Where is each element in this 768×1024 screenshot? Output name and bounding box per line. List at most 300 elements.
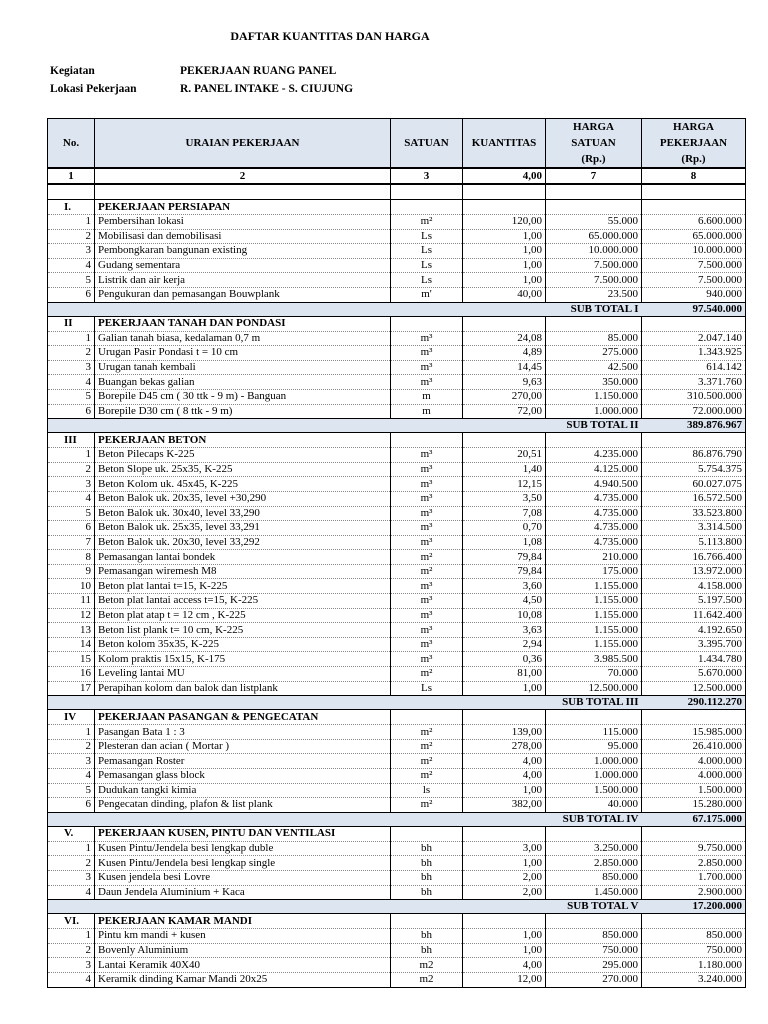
table-row	[48, 856, 746, 871]
empty-cell	[546, 433, 642, 448]
item-number: 4	[48, 769, 95, 784]
item-unit-price: 7.500.000	[546, 258, 642, 273]
item-number: 1	[48, 448, 95, 463]
item-total-price: 4.158.000	[642, 579, 746, 594]
table-row	[48, 798, 746, 813]
table-row	[48, 521, 746, 536]
empty-cell	[391, 710, 463, 725]
item-description: Beton list plank t= 10 cm, K-225	[95, 623, 391, 638]
empty-cell	[546, 316, 642, 331]
empty-cell	[546, 914, 642, 929]
header-harga-pekerjaan	[642, 119, 746, 169]
table-row	[48, 215, 746, 230]
column-number: 2	[95, 168, 391, 184]
table-row	[48, 273, 746, 288]
item-unit-price: 350.000	[546, 375, 642, 390]
item-total-price: 2.047.140	[642, 331, 746, 346]
item-unit: m	[391, 404, 463, 419]
table-row	[48, 972, 746, 987]
item-total-price: 3.395.700	[642, 637, 746, 652]
item-number: 4	[48, 491, 95, 506]
item-unit: m³	[391, 521, 463, 536]
table-row	[48, 754, 746, 769]
empty-cell	[463, 200, 546, 215]
item-total-price: 13.972.000	[642, 564, 746, 579]
column-number: 1	[48, 168, 95, 184]
item-description: Beton plat atap t = 12 cm , K-225	[95, 608, 391, 623]
table-row	[48, 725, 746, 740]
table-row	[48, 389, 746, 404]
item-total-price: 5.197.500	[642, 594, 746, 609]
header-satuan: SATUAN	[391, 119, 463, 169]
item-description: Pemasangan glass block	[95, 769, 391, 784]
table-row	[48, 448, 746, 463]
item-number: 10	[48, 579, 95, 594]
item-number: 5	[48, 783, 95, 798]
table-row	[48, 841, 746, 856]
item-unit-price: 1.450.000	[546, 885, 642, 900]
item-quantity: 72,00	[463, 404, 546, 419]
item-quantity: 1,00	[463, 273, 546, 288]
item-quantity: 4,00	[463, 754, 546, 769]
item-unit: Ls	[391, 273, 463, 288]
table-row	[48, 769, 746, 784]
item-unit: m²	[391, 769, 463, 784]
section-header-row	[48, 914, 746, 929]
item-unit: m³	[391, 491, 463, 506]
empty-cell	[391, 200, 463, 215]
item-quantity: 3,00	[463, 841, 546, 856]
item-quantity: 4,00	[463, 769, 546, 784]
item-unit: Ls	[391, 244, 463, 259]
table-row	[48, 287, 746, 302]
item-description: Pembongkaran bangunan existing	[95, 244, 391, 259]
item-quantity: 1,00	[463, 943, 546, 958]
item-number: 16	[48, 667, 95, 682]
item-quantity: 4,00	[463, 958, 546, 973]
item-unit: m³	[391, 579, 463, 594]
item-total-price: 4.192.650	[642, 623, 746, 638]
item-number: 3	[48, 958, 95, 973]
item-description: Plesteran dan acian ( Mortar )	[95, 739, 391, 754]
item-description: Urugan Pasir Pondasi t = 10 cm	[95, 346, 391, 361]
item-unit: bh	[391, 929, 463, 944]
item-quantity: 139,00	[463, 725, 546, 740]
item-total-price: 1.500.000	[642, 783, 746, 798]
item-quantity: 1,00	[463, 856, 546, 871]
item-unit-price: 23.500	[546, 287, 642, 302]
item-quantity: 4,89	[463, 346, 546, 361]
item-unit: m'	[391, 287, 463, 302]
item-unit-price: 1.150.000	[546, 389, 642, 404]
header-no: No.	[48, 119, 95, 169]
item-unit: m³	[391, 535, 463, 550]
item-quantity: 12,00	[463, 972, 546, 987]
item-quantity: 7,08	[463, 506, 546, 521]
section-title: PEKERJAAN KAMAR MANDI	[95, 914, 391, 929]
item-number: 4	[48, 972, 95, 987]
table-row	[48, 550, 746, 565]
table-row	[48, 929, 746, 944]
item-unit: m³	[391, 375, 463, 390]
empty-cell	[463, 710, 546, 725]
item-unit: m³	[391, 506, 463, 521]
table-row	[48, 462, 746, 477]
item-unit-price: 3.250.000	[546, 841, 642, 856]
item-unit: ls	[391, 783, 463, 798]
item-quantity: 120,00	[463, 215, 546, 230]
item-unit: m²	[391, 564, 463, 579]
item-total-price: 1.180.000	[642, 958, 746, 973]
empty-cell	[642, 914, 746, 929]
item-description: Listrik dan air kerja	[95, 273, 391, 288]
table-row	[48, 331, 746, 346]
item-description: Kolom praktis 15x15, K-175	[95, 652, 391, 667]
empty-cell	[95, 184, 391, 200]
item-unit: m³	[391, 477, 463, 492]
header-kuantitas: KUANTITAS	[463, 119, 546, 169]
empty-cell	[463, 184, 546, 200]
item-unit-price: 55.000	[546, 215, 642, 230]
item-description: Dudukan tangki kimia	[95, 783, 391, 798]
item-total-price: 10.000.000	[642, 244, 746, 259]
item-quantity: 12,15	[463, 477, 546, 492]
item-unit: m	[391, 389, 463, 404]
section-title: PEKERJAAN TANAH DAN PONDASI	[95, 316, 391, 331]
column-number: 8	[642, 168, 746, 184]
item-description: Borepile D45 cm ( 30 ttk - 9 m) - Banguan	[95, 389, 391, 404]
item-number: 13	[48, 623, 95, 638]
item-unit-price: 1.000.000	[546, 404, 642, 419]
item-unit-price: 275.000	[546, 346, 642, 361]
item-description: Pasangan Bata 1 : 3	[95, 725, 391, 740]
header-harga-satuan-line: HARGA	[573, 121, 614, 133]
item-number: 1	[48, 215, 95, 230]
table-row	[48, 885, 746, 900]
table-row	[48, 681, 746, 696]
table-row	[48, 667, 746, 682]
item-description: Beton Pilecaps K-225	[95, 448, 391, 463]
item-quantity: 2,94	[463, 637, 546, 652]
item-total-price: 65.000.000	[642, 229, 746, 244]
item-quantity: 2,00	[463, 870, 546, 885]
item-description: Buangan bekas galian	[95, 375, 391, 390]
item-quantity: 79,84	[463, 564, 546, 579]
section-header-row	[48, 710, 746, 725]
empty-cell	[391, 826, 463, 841]
section-number: I.	[48, 200, 95, 215]
item-unit-price: 4.735.000	[546, 535, 642, 550]
item-description: Kusen Pintu/Jendela besi lengkap single	[95, 856, 391, 871]
item-unit-price: 4.735.000	[546, 506, 642, 521]
item-unit-price: 1.000.000	[546, 754, 642, 769]
item-quantity: 0,70	[463, 521, 546, 536]
item-total-price: 5.754.375	[642, 462, 746, 477]
section-number: III	[48, 433, 95, 448]
item-total-price: 16.766.400	[642, 550, 746, 565]
section-number: IV	[48, 710, 95, 725]
empty-cell	[463, 914, 546, 929]
subtotal-row	[48, 419, 746, 433]
item-number: 3	[48, 477, 95, 492]
item-number: 1	[48, 331, 95, 346]
item-quantity: 4,50	[463, 594, 546, 609]
section-title: PEKERJAAN BETON	[95, 433, 391, 448]
item-number: 17	[48, 681, 95, 696]
table-row	[48, 346, 746, 361]
item-quantity: 270,00	[463, 389, 546, 404]
subtotal-row	[48, 302, 746, 316]
empty-cell	[642, 433, 746, 448]
item-unit-price: 1.155.000	[546, 594, 642, 609]
table-row	[48, 958, 746, 973]
item-unit: m³	[391, 637, 463, 652]
item-unit: m²	[391, 667, 463, 682]
item-unit-price: 270.000	[546, 972, 642, 987]
item-unit-price: 4.940.500	[546, 477, 642, 492]
item-unit-price: 1.155.000	[546, 637, 642, 652]
header-harga-satuan-line: (Rp.)	[581, 153, 606, 165]
item-description: Mobilisasi dan demobilisasi	[95, 229, 391, 244]
item-quantity: 278,00	[463, 739, 546, 754]
item-unit-price: 95.000	[546, 739, 642, 754]
item-total-price: 3.314.500	[642, 521, 746, 536]
item-number: 2	[48, 346, 95, 361]
item-quantity: 81,00	[463, 667, 546, 682]
item-unit-price: 1.000.000	[546, 769, 642, 784]
item-unit: m³	[391, 346, 463, 361]
item-number: 3	[48, 360, 95, 375]
column-number-row	[48, 168, 746, 184]
item-number: 2	[48, 739, 95, 754]
item-number: 5	[48, 273, 95, 288]
item-unit-price: 115.000	[546, 725, 642, 740]
item-total-price: 310.500.000	[642, 389, 746, 404]
table-row	[48, 637, 746, 652]
item-total-price: 9.750.000	[642, 841, 746, 856]
item-number: 12	[48, 608, 95, 623]
item-description: Pintu km mandi + kusen	[95, 929, 391, 944]
item-description: Galian tanah biasa, kedalaman 0,7 m	[95, 331, 391, 346]
empty-cell	[463, 433, 546, 448]
item-description: Pemasangan wiremesh M8	[95, 564, 391, 579]
item-quantity: 382,00	[463, 798, 546, 813]
item-unit-price: 65.000.000	[546, 229, 642, 244]
item-unit-price: 40.000	[546, 798, 642, 813]
item-description: Pengecatan dinding, plafon & list plank	[95, 798, 391, 813]
item-unit-price: 1.155.000	[546, 608, 642, 623]
item-unit-price: 1.155.000	[546, 623, 642, 638]
item-total-price: 2.850.000	[642, 856, 746, 871]
item-unit-price: 4.125.000	[546, 462, 642, 477]
section-title: PEKERJAAN KUSEN, PINTU DAN VENTILASI	[95, 826, 391, 841]
item-description: Beton Kolom uk. 45x45, K-225	[95, 477, 391, 492]
section-header-row	[48, 826, 746, 841]
item-description: Pemasangan lantai bondek	[95, 550, 391, 565]
item-unit-price: 3.985.500	[546, 652, 642, 667]
item-unit: m2	[391, 958, 463, 973]
item-number: 9	[48, 564, 95, 579]
lokasi-label: Lokasi Pekerjaan	[50, 83, 137, 95]
item-unit: m²	[391, 215, 463, 230]
section-number: V.	[48, 826, 95, 841]
empty-cell	[642, 316, 746, 331]
table-row	[48, 652, 746, 667]
empty-cell	[391, 433, 463, 448]
item-unit: m³	[391, 594, 463, 609]
item-unit: m²	[391, 725, 463, 740]
item-unit-price: 70.000	[546, 667, 642, 682]
item-description: Gudang sementara	[95, 258, 391, 273]
item-unit-price: 4.235.000	[546, 448, 642, 463]
table-row	[48, 564, 746, 579]
item-unit-price: 12.500.000	[546, 681, 642, 696]
item-unit: bh	[391, 943, 463, 958]
item-unit: bh	[391, 870, 463, 885]
item-unit-price: 850.000	[546, 929, 642, 944]
empty-cell	[391, 914, 463, 929]
item-unit: m³	[391, 652, 463, 667]
header-harga-satuan-line: SATUAN	[571, 137, 616, 149]
item-total-price: 12.500.000	[642, 681, 746, 696]
item-description: Beton plat lantai t=15, K-225	[95, 579, 391, 594]
item-quantity: 20,51	[463, 448, 546, 463]
empty-cell	[642, 184, 746, 200]
item-description: Beton Balok uk. 20x35, level +30,290	[95, 491, 391, 506]
lokasi-row	[50, 83, 353, 95]
section-number: VI.	[48, 914, 95, 929]
item-number: 5	[48, 389, 95, 404]
item-total-price: 1.434.780	[642, 652, 746, 667]
item-unit-price: 85.000	[546, 331, 642, 346]
item-total-price: 1.700.000	[642, 870, 746, 885]
item-unit-price: 4.735.000	[546, 521, 642, 536]
item-quantity: 1,00	[463, 783, 546, 798]
item-number: 3	[48, 244, 95, 259]
item-quantity: 24,08	[463, 331, 546, 346]
item-unit-price: 4.735.000	[546, 491, 642, 506]
item-quantity: 3,63	[463, 623, 546, 638]
item-unit: m³	[391, 331, 463, 346]
table-row	[48, 404, 746, 419]
subtotal-label: SUB TOTAL II	[48, 419, 642, 433]
item-unit-price: 295.000	[546, 958, 642, 973]
item-number: 8	[48, 550, 95, 565]
item-total-price: 614.142	[642, 360, 746, 375]
table-row	[48, 943, 746, 958]
item-description: Beton plat lantai access t=15, K-225	[95, 594, 391, 609]
item-quantity: 9,63	[463, 375, 546, 390]
item-total-price: 5.670.000	[642, 667, 746, 682]
table-row	[48, 258, 746, 273]
item-description: Perapihan kolom dan balok dan listplank	[95, 681, 391, 696]
subtotal-row	[48, 900, 746, 914]
item-total-price: 7.500.000	[642, 273, 746, 288]
section-number: II	[48, 316, 95, 331]
kegiatan-value: PEKERJAAN RUANG PANEL	[180, 65, 337, 77]
table-row	[48, 739, 746, 754]
item-total-price: 3.240.000	[642, 972, 746, 987]
empty-cell	[642, 826, 746, 841]
item-description: Lantai Keramik 40X40	[95, 958, 391, 973]
item-total-price: 26.410.000	[642, 739, 746, 754]
subtotal-value: 17.200.000	[642, 900, 746, 914]
table-row	[48, 783, 746, 798]
item-total-price: 15.985.000	[642, 725, 746, 740]
item-unit: Ls	[391, 258, 463, 273]
section-header-row	[48, 200, 746, 215]
item-unit: bh	[391, 856, 463, 871]
item-unit: Ls	[391, 681, 463, 696]
item-quantity: 14,45	[463, 360, 546, 375]
section-header-row	[48, 316, 746, 331]
item-number: 4	[48, 258, 95, 273]
item-unit: Ls	[391, 229, 463, 244]
subtotal-label: SUB TOTAL V	[48, 900, 642, 914]
item-total-price: 15.280.000	[642, 798, 746, 813]
item-number: 3	[48, 754, 95, 769]
subtotal-label: SUB TOTAL I	[48, 302, 642, 316]
subtotal-label: SUB TOTAL III	[48, 696, 642, 710]
kegiatan-row	[50, 65, 336, 77]
empty-cell	[463, 826, 546, 841]
empty-cell	[546, 826, 642, 841]
item-total-price: 1.343.925	[642, 346, 746, 361]
item-description: Kusen jendela besi Lovre	[95, 870, 391, 885]
spacer-row	[48, 184, 746, 200]
table-row	[48, 360, 746, 375]
item-number: 11	[48, 594, 95, 609]
empty-cell	[546, 200, 642, 215]
item-total-price: 11.642.400	[642, 608, 746, 623]
item-description: Borepile D30 cm ( 8 ttk - 9 m)	[95, 404, 391, 419]
item-description: Pembersihan lokasi	[95, 215, 391, 230]
item-unit: m²	[391, 798, 463, 813]
item-quantity: 1,00	[463, 929, 546, 944]
item-unit-price: 175.000	[546, 564, 642, 579]
subtotal-label: SUB TOTAL IV	[48, 812, 642, 826]
item-total-price: 940.000	[642, 287, 746, 302]
item-number: 1	[48, 841, 95, 856]
item-description: Leveling lantai MU	[95, 667, 391, 682]
item-quantity: 3,60	[463, 579, 546, 594]
table-row	[48, 244, 746, 259]
header-row	[48, 119, 746, 169]
item-number: 2	[48, 229, 95, 244]
table-row	[48, 229, 746, 244]
empty-cell	[48, 184, 95, 200]
item-unit-price: 1.500.000	[546, 783, 642, 798]
item-description: Keramik dinding Kamar Mandi 20x25	[95, 972, 391, 987]
empty-cell	[391, 184, 463, 200]
lokasi-value: R. PANEL INTAKE - S. CIUJUNG	[180, 83, 354, 95]
item-unit-price: 7.500.000	[546, 273, 642, 288]
header-harga-pekerjaan-line: (Rp.)	[681, 153, 706, 165]
item-unit-price: 850.000	[546, 870, 642, 885]
table-row	[48, 491, 746, 506]
item-unit: m³	[391, 623, 463, 638]
column-number: 4,00	[463, 168, 546, 184]
item-number: 4	[48, 885, 95, 900]
item-unit: bh	[391, 885, 463, 900]
header-harga-pekerjaan-line: HARGA	[673, 121, 714, 133]
header-harga-pekerjaan-line: PEKERJAAN	[659, 137, 728, 149]
item-description: Kusen Pintu/Jendela besi lengkap duble	[95, 841, 391, 856]
item-unit: m²	[391, 550, 463, 565]
empty-cell	[391, 316, 463, 331]
item-quantity: 1,00	[463, 244, 546, 259]
item-quantity: 1,40	[463, 462, 546, 477]
